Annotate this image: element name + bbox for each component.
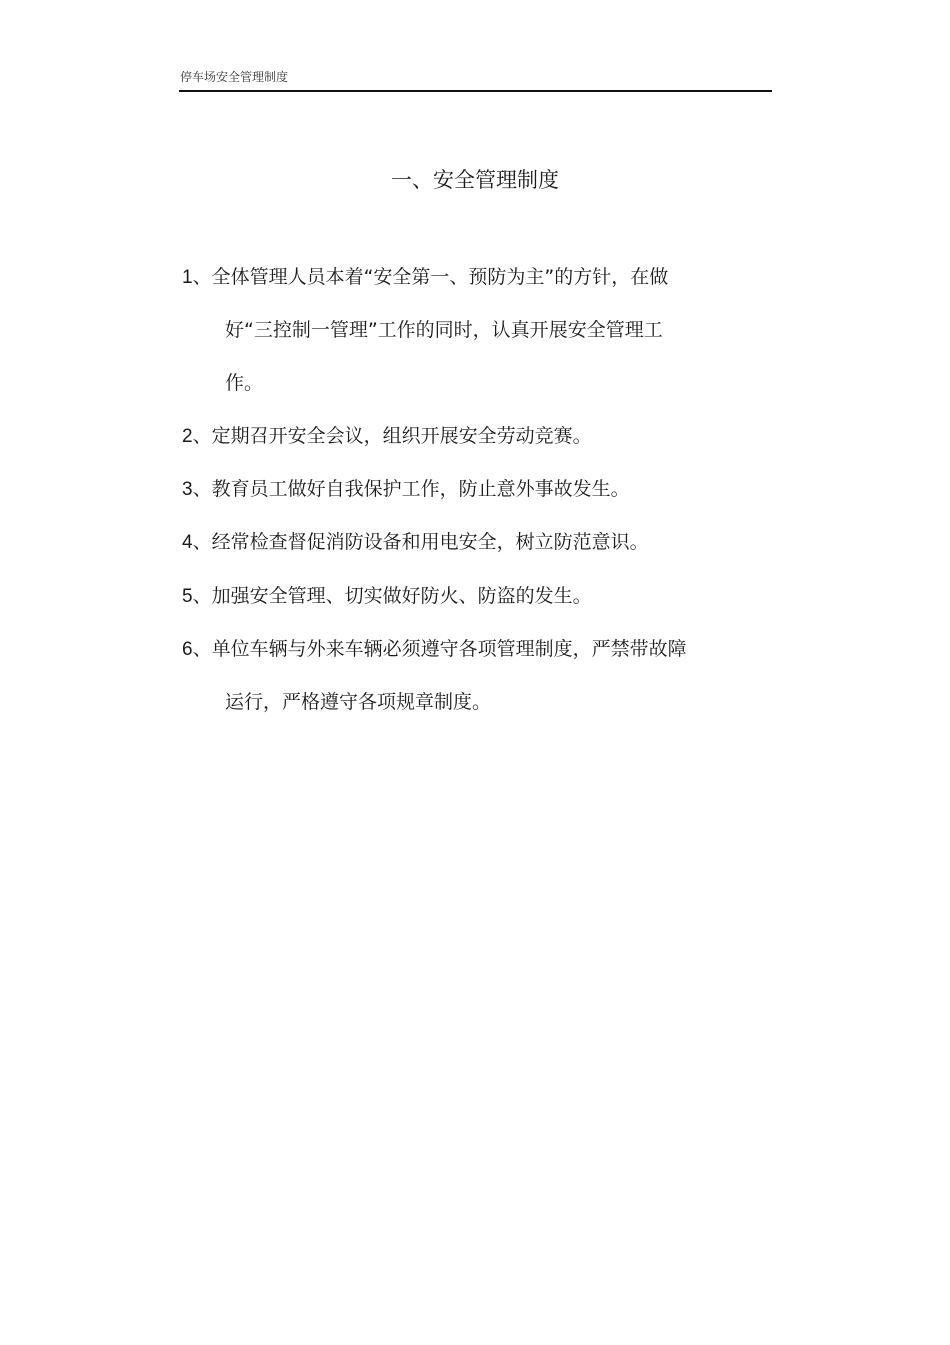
list-item-line: [182, 530, 750, 583]
list-item-text: 、全体管理人员本着“安全第一、预防为主”的方针，在做: [192, 266, 669, 288]
list-item-line: 好“三控制一管理”工作的同时，认真开展安全管理工: [225, 319, 663, 341]
list-item-line: [182, 424, 750, 477]
list-item-text: 、经常检查督促消防设备和用电安全，树立防范意识。: [192, 531, 649, 553]
list-item-number: 5: [182, 586, 193, 607]
list-item-number: 4: [182, 532, 193, 553]
list-item-line: 运行，严格遵守各项规章制度。: [225, 691, 492, 713]
list-item-1: [182, 265, 750, 424]
running-header: 停车场安全管理制度: [180, 70, 289, 84]
list-item-5: [182, 584, 750, 637]
list-item-number: 1: [182, 267, 193, 288]
list-item-text: 、教育员工做好自我保护工作，防止意外事故发生。: [192, 478, 630, 500]
list-item-line: [182, 584, 750, 637]
list-item-6: [182, 637, 750, 743]
list-item-number: 3: [182, 479, 193, 500]
list-item-line: [182, 477, 750, 530]
list-item-2: [182, 424, 750, 477]
section-title: 一、安全管理制度: [391, 168, 559, 192]
list-item-text: 、定期召开安全会议，组织开展安全劳动竞赛。: [192, 425, 592, 447]
list-item-line: 作。: [225, 372, 264, 394]
list-item-4: [182, 530, 750, 583]
list-item-text: 、加强安全管理、切实做好防火、防盗的发生。: [192, 585, 592, 607]
list-item-3: [182, 477, 750, 530]
list-item-line: [182, 637, 750, 690]
list-item-text: 、单位车辆与外来车辆必须遵守各项管理制度，严禁带故障: [192, 638, 687, 660]
header-divider: [179, 90, 772, 92]
list-item-number: 2: [182, 426, 193, 447]
list-item-line: [182, 265, 750, 318]
list-item-number: 6: [182, 639, 193, 660]
